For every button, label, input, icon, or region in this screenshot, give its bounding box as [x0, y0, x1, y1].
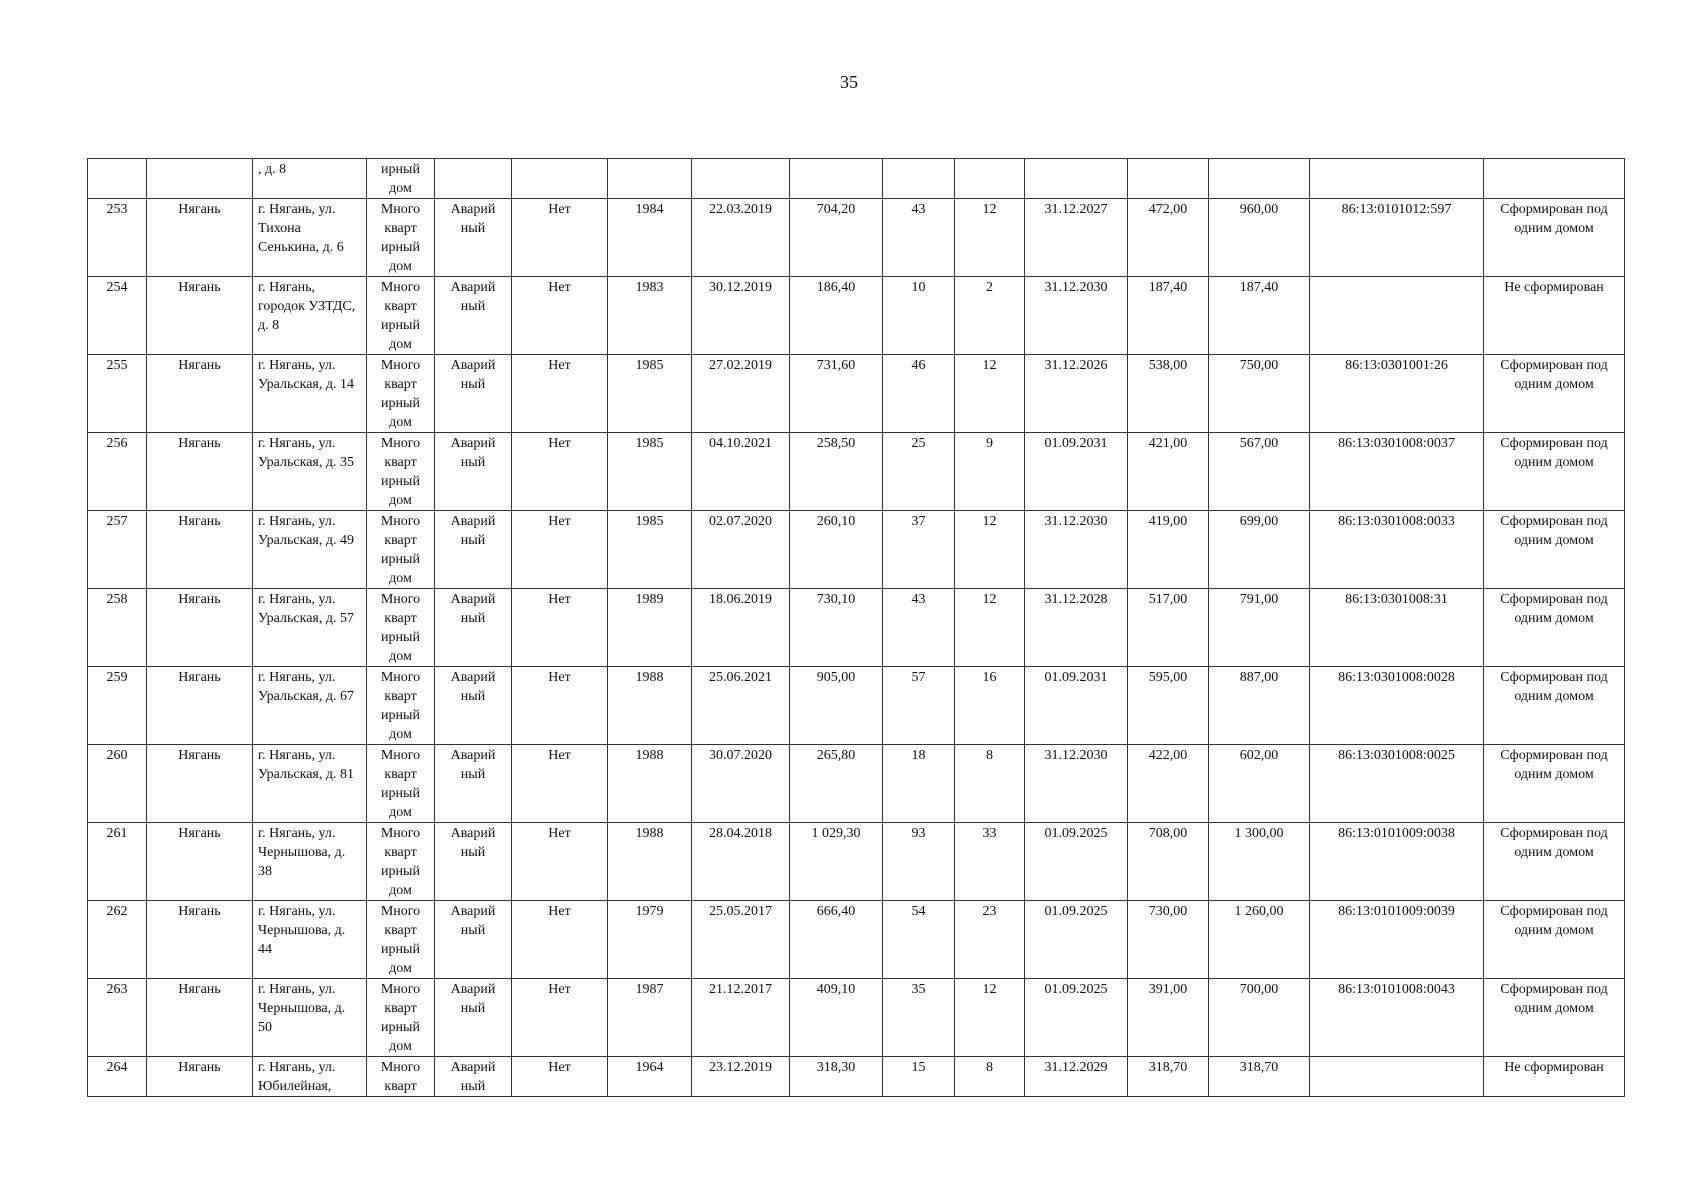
cell-cadastral: 86:13:0101008:0043 — [1310, 979, 1484, 1057]
cell-status: Аварий ный — [435, 979, 512, 1057]
cell-units: 9 — [955, 433, 1025, 511]
cell-units: 12 — [955, 511, 1025, 589]
table-row — [88, 979, 1625, 1057]
cell-units: 12 — [955, 979, 1025, 1057]
cell-area3: 791,00 — [1209, 589, 1310, 667]
cell-formed: Сформирован под одним домом — [1484, 355, 1625, 433]
cell-date: 18.06.2019 — [692, 589, 790, 667]
cell-area3: 318,70 — [1209, 1057, 1310, 1097]
page-number: 35 — [840, 72, 858, 92]
cell-area2: 708,00 — [1128, 823, 1209, 901]
cell-type: Много кварт ирный дом — [367, 277, 435, 355]
cell-area2: 595,00 — [1128, 667, 1209, 745]
cell-cadastral: 86:13:0301008:31 — [1310, 589, 1484, 667]
cell-deadline: 31.12.2029 — [1025, 1057, 1128, 1097]
cell-formed: Сформирован под одним домом — [1484, 667, 1625, 745]
cell-date: 04.10.2021 — [692, 433, 790, 511]
cell-date: 23.12.2019 — [692, 1057, 790, 1097]
cell-type: Много кварт ирный дом — [367, 823, 435, 901]
cell-residents: 35 — [883, 979, 955, 1057]
table-row — [88, 589, 1625, 667]
cell-deadline: 31.12.2028 — [1025, 589, 1128, 667]
cell-area2: 421,00 — [1128, 433, 1209, 511]
cell-city — [147, 159, 253, 199]
cell-status: Аварий ный — [435, 823, 512, 901]
table-row — [88, 823, 1625, 901]
cell-flag: Нет — [512, 901, 608, 979]
cell-flag — [512, 159, 608, 199]
cell-residents: 15 — [883, 1057, 955, 1097]
cell-address: г. Нягань, ул. Уральская, д. 67 — [253, 667, 367, 745]
cell-flag: Нет — [512, 433, 608, 511]
cell-area3 — [1209, 159, 1310, 199]
cell-area2: 391,00 — [1128, 979, 1209, 1057]
cell-date: 30.12.2019 — [692, 277, 790, 355]
cell-year: 1989 — [608, 589, 692, 667]
cell-flag: Нет — [512, 199, 608, 277]
cell-formed: Сформирован под одним домом — [1484, 589, 1625, 667]
cell-type: ирный дом — [367, 159, 435, 199]
cell-num: 259 — [88, 667, 147, 745]
cell-cadastral — [1310, 1057, 1484, 1097]
cell-status: Аварий ный — [435, 355, 512, 433]
cell-year — [608, 159, 692, 199]
cell-date: 22.03.2019 — [692, 199, 790, 277]
cell-num: 254 — [88, 277, 147, 355]
cell-formed: Сформирован под одним домом — [1484, 433, 1625, 511]
cell-area: 731,60 — [790, 355, 883, 433]
cell-type: Много кварт ирный дом — [367, 355, 435, 433]
cell-area2: 730,00 — [1128, 901, 1209, 979]
housing-register-table — [87, 158, 1625, 1097]
cell-status: Аварий ный — [435, 745, 512, 823]
cell-type: Много кварт ирный дом — [367, 589, 435, 667]
cell-status: Аварий ный — [435, 199, 512, 277]
cell-deadline: 01.09.2031 — [1025, 433, 1128, 511]
cell-area — [790, 159, 883, 199]
cell-num: 256 — [88, 433, 147, 511]
cell-formed: Сформирован под одним домом — [1484, 823, 1625, 901]
cell-city: Нягань — [147, 667, 253, 745]
cell-type: Много кварт ирный дом — [367, 511, 435, 589]
cell-area: 318,30 — [790, 1057, 883, 1097]
cell-area2: 472,00 — [1128, 199, 1209, 277]
cell-area3: 187,40 — [1209, 277, 1310, 355]
cell-units: 2 — [955, 277, 1025, 355]
cell-city: Нягань — [147, 355, 253, 433]
cell-area2: 419,00 — [1128, 511, 1209, 589]
cell-date — [692, 159, 790, 199]
cell-area2: 517,00 — [1128, 589, 1209, 667]
cell-area2: 538,00 — [1128, 355, 1209, 433]
cell-units — [955, 159, 1025, 199]
cell-area2: 318,70 — [1128, 1057, 1209, 1097]
cell-area: 704,20 — [790, 199, 883, 277]
cell-area3: 1 260,00 — [1209, 901, 1310, 979]
cell-residents — [883, 159, 955, 199]
cell-units: 12 — [955, 355, 1025, 433]
cell-area: 666,40 — [790, 901, 883, 979]
cell-date: 28.04.2018 — [692, 823, 790, 901]
cell-area2: 422,00 — [1128, 745, 1209, 823]
cell-num: 264 — [88, 1057, 147, 1097]
cell-city: Нягань — [147, 277, 253, 355]
cell-cadastral: 86:13:0301008:0028 — [1310, 667, 1484, 745]
cell-residents: 43 — [883, 589, 955, 667]
cell-deadline: 01.09.2025 — [1025, 901, 1128, 979]
cell-deadline: 31.12.2030 — [1025, 277, 1128, 355]
cell-cadastral: 86:13:0301008:0025 — [1310, 745, 1484, 823]
cell-date: 30.07.2020 — [692, 745, 790, 823]
cell-flag: Нет — [512, 979, 608, 1057]
cell-num: 261 — [88, 823, 147, 901]
cell-deadline: 01.09.2031 — [1025, 667, 1128, 745]
cell-address: г. Нягань, ул. Уральская, д. 35 — [253, 433, 367, 511]
cell-num — [88, 159, 147, 199]
cell-cadastral — [1310, 159, 1484, 199]
cell-address: г. Нягань, ул. Уральская, д. 49 — [253, 511, 367, 589]
cell-type: Много кварт ирный дом — [367, 745, 435, 823]
cell-area2 — [1128, 159, 1209, 199]
cell-flag: Нет — [512, 1057, 608, 1097]
cell-units: 12 — [955, 589, 1025, 667]
cell-units: 16 — [955, 667, 1025, 745]
cell-area: 186,40 — [790, 277, 883, 355]
cell-num: 258 — [88, 589, 147, 667]
cell-city: Нягань — [147, 979, 253, 1057]
cell-residents: 37 — [883, 511, 955, 589]
cell-formed: Сформирован под одним домом — [1484, 901, 1625, 979]
cell-city: Нягань — [147, 589, 253, 667]
cell-status: Аварий ный — [435, 1057, 512, 1097]
cell-formed: Сформирован под одним домом — [1484, 199, 1625, 277]
cell-num: 260 — [88, 745, 147, 823]
table-row — [88, 355, 1625, 433]
cell-area: 905,00 — [790, 667, 883, 745]
cell-formed: Не сформирован — [1484, 1057, 1625, 1097]
cell-status: Аварий ный — [435, 433, 512, 511]
cell-address: г. Нягань, ул. Уральская, д. 81 — [253, 745, 367, 823]
table-row — [88, 277, 1625, 355]
cell-deadline — [1025, 159, 1128, 199]
cell-residents: 10 — [883, 277, 955, 355]
cell-deadline: 31.12.2027 — [1025, 199, 1128, 277]
cell-cadastral: 86:13:0101009:0039 — [1310, 901, 1484, 979]
cell-year: 1988 — [608, 667, 692, 745]
cell-address: г. Нягань, ул. Юбилейная, — [253, 1057, 367, 1097]
cell-formed: Сформирован под одним домом — [1484, 511, 1625, 589]
cell-address: г. Нягань, ул. Уральская, д. 14 — [253, 355, 367, 433]
cell-num: 262 — [88, 901, 147, 979]
cell-year: 1984 — [608, 199, 692, 277]
cell-city: Нягань — [147, 823, 253, 901]
cell-num: 263 — [88, 979, 147, 1057]
cell-area3: 700,00 — [1209, 979, 1310, 1057]
cell-date: 02.07.2020 — [692, 511, 790, 589]
cell-year: 1964 — [608, 1057, 692, 1097]
cell-residents: 25 — [883, 433, 955, 511]
cell-flag: Нет — [512, 589, 608, 667]
cell-area3: 699,00 — [1209, 511, 1310, 589]
cell-residents: 93 — [883, 823, 955, 901]
cell-date: 21.12.2017 — [692, 979, 790, 1057]
cell-city: Нягань — [147, 1057, 253, 1097]
cell-area: 265,80 — [790, 745, 883, 823]
cell-type: Много кварт ирный дом — [367, 433, 435, 511]
cell-deadline: 31.12.2026 — [1025, 355, 1128, 433]
cell-city: Нягань — [147, 433, 253, 511]
table-row-continued — [88, 159, 1625, 199]
cell-type: Много кварт ирный дом — [367, 199, 435, 277]
cell-deadline: 31.12.2030 — [1025, 745, 1128, 823]
cell-year: 1979 — [608, 901, 692, 979]
cell-year: 1987 — [608, 979, 692, 1057]
cell-address: , д. 8 — [253, 159, 367, 199]
table-row — [88, 901, 1625, 979]
cell-units: 8 — [955, 1057, 1025, 1097]
cell-year: 1985 — [608, 433, 692, 511]
cell-type: Много кварт ирный дом — [367, 667, 435, 745]
cell-num: 253 — [88, 199, 147, 277]
cell-area3: 602,00 — [1209, 745, 1310, 823]
cell-area3: 960,00 — [1209, 199, 1310, 277]
cell-flag: Нет — [512, 745, 608, 823]
cell-year: 1985 — [608, 511, 692, 589]
cell-area: 260,10 — [790, 511, 883, 589]
cell-formed: Сформирован под одним домом — [1484, 979, 1625, 1057]
cell-flag: Нет — [512, 823, 608, 901]
cell-num: 255 — [88, 355, 147, 433]
cell-cadastral: 86:13:0101009:0038 — [1310, 823, 1484, 901]
cell-year: 1988 — [608, 745, 692, 823]
cell-year: 1983 — [608, 277, 692, 355]
cell-area3: 887,00 — [1209, 667, 1310, 745]
cell-area3: 567,00 — [1209, 433, 1310, 511]
cell-date: 25.05.2017 — [692, 901, 790, 979]
cell-address: г. Нягань, городок УЗТДС, д. 8 — [253, 277, 367, 355]
table-row — [88, 511, 1625, 589]
cell-status: Аварий ный — [435, 511, 512, 589]
cell-area3: 1 300,00 — [1209, 823, 1310, 901]
cell-area: 258,50 — [790, 433, 883, 511]
cell-formed: Не сформирован — [1484, 277, 1625, 355]
cell-city: Нягань — [147, 901, 253, 979]
cell-cadastral — [1310, 277, 1484, 355]
cell-area2: 187,40 — [1128, 277, 1209, 355]
cell-type: Много кварт ирный дом — [367, 901, 435, 979]
cell-year: 1985 — [608, 355, 692, 433]
cell-city: Нягань — [147, 511, 253, 589]
cell-cadastral: 86:13:0301008:0033 — [1310, 511, 1484, 589]
cell-type: Много кварт — [367, 1057, 435, 1097]
cell-residents: 43 — [883, 199, 955, 277]
cell-deadline: 31.12.2030 — [1025, 511, 1128, 589]
cell-residents: 57 — [883, 667, 955, 745]
cell-formed — [1484, 159, 1625, 199]
cell-date: 27.02.2019 — [692, 355, 790, 433]
cell-city: Нягань — [147, 745, 253, 823]
cell-cadastral: 86:13:0301008:0037 — [1310, 433, 1484, 511]
cell-status: Аварий ный — [435, 277, 512, 355]
cell-residents: 46 — [883, 355, 955, 433]
cell-status: Аварий ный — [435, 667, 512, 745]
cell-year: 1988 — [608, 823, 692, 901]
cell-formed: Сформирован под одним домом — [1484, 745, 1625, 823]
cell-type: Много кварт ирный дом — [367, 979, 435, 1057]
cell-flag: Нет — [512, 511, 608, 589]
table-row — [88, 433, 1625, 511]
cell-address: г. Нягань, ул. Чернышова, д. 50 — [253, 979, 367, 1057]
cell-address: г. Нягань, ул. Тихона Сенькина, д. 6 — [253, 199, 367, 277]
cell-flag: Нет — [512, 667, 608, 745]
cell-num: 257 — [88, 511, 147, 589]
cell-residents: 54 — [883, 901, 955, 979]
table-row — [88, 745, 1625, 823]
cell-status: Аварий ный — [435, 901, 512, 979]
cell-area3: 750,00 — [1209, 355, 1310, 433]
cell-deadline: 01.09.2025 — [1025, 823, 1128, 901]
cell-residents: 18 — [883, 745, 955, 823]
cell-units: 33 — [955, 823, 1025, 901]
table-row — [88, 199, 1625, 277]
table-row — [88, 1057, 1625, 1097]
cell-units: 23 — [955, 901, 1025, 979]
cell-units: 8 — [955, 745, 1025, 823]
cell-status — [435, 159, 512, 199]
cell-address: г. Нягань, ул. Чернышова, д. 38 — [253, 823, 367, 901]
cell-cadastral: 86:13:0301001:26 — [1310, 355, 1484, 433]
cell-area: 730,10 — [790, 589, 883, 667]
cell-address: г. Нягань, ул. Чернышова, д. 44 — [253, 901, 367, 979]
table-row — [88, 667, 1625, 745]
cell-deadline: 01.09.2025 — [1025, 979, 1128, 1057]
cell-date: 25.06.2021 — [692, 667, 790, 745]
cell-flag: Нет — [512, 355, 608, 433]
cell-cadastral: 86:13:0101012:597 — [1310, 199, 1484, 277]
cell-status: Аварий ный — [435, 589, 512, 667]
cell-flag: Нет — [512, 277, 608, 355]
cell-units: 12 — [955, 199, 1025, 277]
cell-area: 1 029,30 — [790, 823, 883, 901]
cell-city: Нягань — [147, 199, 253, 277]
cell-address: г. Нягань, ул. Уральская, д. 57 — [253, 589, 367, 667]
cell-area: 409,10 — [790, 979, 883, 1057]
